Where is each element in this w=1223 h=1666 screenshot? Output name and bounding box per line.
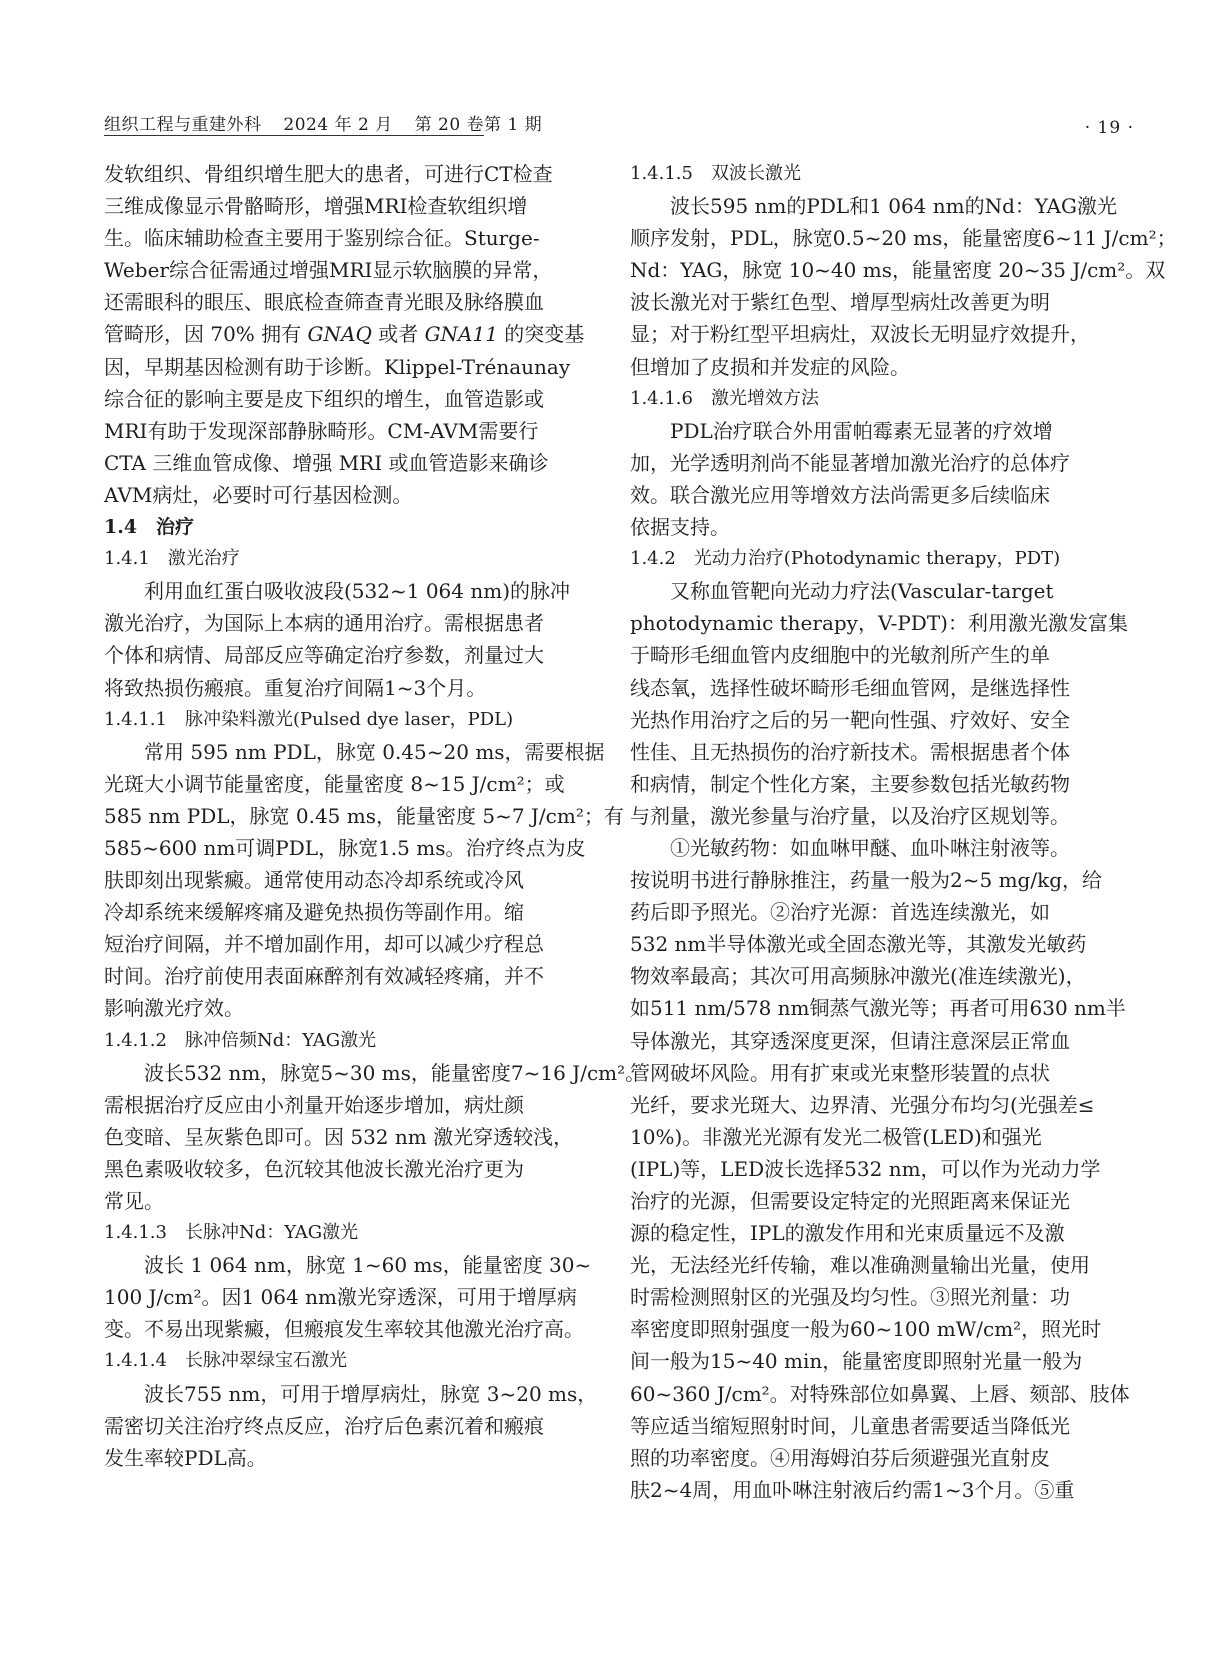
subsection-heading: 1.4.1.5 双波长激光: [630, 163, 801, 184]
text-line: 个体和病情、局部反应等确定治疗参数，剂量过大: [104, 643, 544, 668]
text-line: 因，早期基因检测有助于诊断。Klippel-Trénaunay: [104, 354, 571, 379]
text-line: 黑色素吸收较多，色沉较其他波长激光治疗更为: [104, 1156, 524, 1181]
text-line: MRI有助于发现深部静脉畸形。CM-AVM需要行: [104, 418, 539, 443]
text-line: 冷却系统来缓解疼痛及避免热损伤等副作用。缩: [104, 900, 524, 925]
text-line: 于畸形毛细血管内皮细胞中的光敏剂所产生的单: [630, 643, 1050, 668]
text-line: 激光治疗，为国际上本病的通用治疗。需根据患者: [104, 611, 544, 636]
text-line: 60~360 J/cm²。对特殊部位如鼻翼、上唇、颏部、肢体: [630, 1381, 1130, 1406]
text-span: 管畸形，因 70% 拥有: [104, 322, 308, 347]
text-line: 导体激光，其穿透深度更深，但请注意深层正常血: [630, 1028, 1070, 1053]
text-line: 生。临床辅助检查主要用于鉴别综合征。Sturge-: [104, 226, 540, 251]
running-header: [104, 104, 1134, 138]
text-line: Nd：YAG，脉宽 10~40 ms，能量密度 20~35 J/cm²。双: [630, 258, 1166, 283]
text-line: 发生率较PDL高。: [104, 1445, 267, 1470]
text-line: (IPL)等，LED波长选择532 nm，可以作为光动力学: [630, 1156, 1101, 1181]
text-line: 光热作用治疗之后的另一靶向性强、疗效好、安全: [630, 707, 1070, 732]
right-column: [630, 158, 1177, 1506]
text-line: 时需检测照射区的光强及均匀性。③照光剂量：功: [630, 1285, 1070, 1310]
gene-name: GNAQ: [307, 322, 372, 347]
text-span: 的突变基: [497, 322, 585, 347]
page-number: · 19 ·: [1084, 118, 1134, 138]
text-line: 但增加了皮损和并发症的风险。: [630, 354, 910, 379]
text-line: 肤2~4周，用血卟啉注射液后约需1~3个月。⑤重: [630, 1477, 1075, 1502]
text-line: 需根据治疗反应由小剂量开始逐步增加，病灶颜: [104, 1092, 524, 1117]
text-line: 综合征的影响主要是皮下组织的增生，血管造影或: [104, 386, 544, 411]
text-line: 时间。治疗前使用表面麻醉剂有效减轻疼痛，并不: [104, 964, 544, 989]
text-line: 100 J/cm²。因1 064 nm激光穿透深，可用于增厚病: [104, 1285, 577, 1310]
subsection-heading: 1.4.1.3 长脉冲Nd：YAG激光: [104, 1222, 359, 1244]
text-line-gene: [104, 318, 585, 350]
text-line: 管网破坏风险。用有扩束或光束整形装置的点状: [630, 1060, 1050, 1085]
text-line: 三维成像显示骨骼畸形，增强MRI检查软组织增: [104, 194, 528, 219]
text-line: 按说明书进行静脉推注，药量一般为2~5 mg/kg，给: [630, 868, 1102, 893]
text-line: 源的稳定性，IPL的激发作用和光束质量远不及激: [630, 1221, 1065, 1246]
text-line: 药后即予照光。②治疗光源：首选连续激光，如: [630, 900, 1050, 925]
text-line: 短治疗间隔，并不增加副作用，却可以减少疗程总: [104, 932, 544, 957]
text-line: 532 nm半导体激光或全固态激光等，其激发光敏药: [630, 932, 1087, 957]
text-line: 又称血管靶向光动力疗法(Vascular-target: [670, 579, 1054, 604]
text-line: 波长755 nm，可用于增厚病灶，脉宽 3~20 ms，: [144, 1381, 598, 1406]
text-line: 波长 1 064 nm，脉宽 1~60 ms，能量密度 30~: [144, 1253, 592, 1278]
text-line: 等应适当缩短照射时间，儿童患者需要适当降低光: [630, 1413, 1070, 1438]
text-line: 585 nm PDL，脉宽 0.45 ms，能量密度 5~7 J/cm²；有: [104, 803, 624, 828]
text-line: 影响激光疗效。: [104, 996, 244, 1021]
text-line: 治疗的光源，但需要设定特定的光照距离来保证光: [630, 1189, 1070, 1213]
text-line: Weber综合征需通过增强MRI显示软脑膜的异常，: [104, 258, 553, 283]
text-line: 照的功率密度。④用海姆泊芬后须避强光直射皮: [630, 1445, 1050, 1470]
issue-date: 2024 年 2 月: [283, 115, 393, 135]
left-column: [104, 158, 646, 1474]
text-line: 585~600 nm可调PDL，脉宽1.5 ms。治疗终点为皮: [104, 835, 586, 860]
header-rule: [104, 135, 484, 136]
text-line: 发软组织、骨组织增生肥大的患者，可进行CT检查: [104, 162, 553, 186]
text-line: 如511 nm/578 nm铜蒸气激光等；再者可用630 nm半: [630, 996, 1126, 1021]
text-line: 常用 595 nm PDL，脉宽 0.45~20 ms，需要根据: [144, 739, 605, 764]
text-line: photodynamic therapy，V-PDT)：利用激光激发富集: [630, 611, 1128, 636]
text-line: 10%)。非激光光源有发光二极管(LED)和强光: [630, 1124, 1042, 1149]
text-line: CTA 三维血管成像、增强 MRI 或血管造影来确诊: [104, 450, 549, 475]
gene-name: GNA11: [424, 322, 498, 347]
text-line: 光纤，要求光斑大、边界清、光强分布均匀(光强差≤: [630, 1092, 1095, 1117]
text-line: 线态氧，选择性破坏畸形毛细血管网，是继选择性: [630, 675, 1070, 700]
journal-title: 组织工程与重建外科: [104, 115, 262, 135]
subsection-heading: 1.4.1.2 脉冲倍频Nd：YAG激光: [104, 1029, 377, 1051]
text-line: ①光敏药物：如血啉甲醚、血卟啉注射液等。: [670, 835, 1070, 860]
volume-issue: 第 20 卷第 1 期: [414, 115, 543, 135]
journal-info: [104, 110, 558, 135]
subsection-heading: 1.4.1.1 脉冲染料激光(Pulsed dye laser，PDL): [104, 708, 514, 730]
text-line: 与剂量，激光参量与治疗量，以及治疗区规划等。: [630, 803, 1070, 828]
text-line: 顺序发射，PDL，脉宽0.5~20 ms，能量密度6~11 J/cm²；: [630, 226, 1177, 251]
text-line: 间一般为15~40 min，能量密度即照射光量一般为: [630, 1349, 1083, 1374]
text-line: 常见。: [104, 1189, 164, 1213]
text-line: 色变暗、呈灰紫色即可。因 532 nm 激光穿透较浅，: [104, 1124, 574, 1149]
text-line: AVM病灶，必要时可行基因检测。: [104, 482, 413, 507]
text-line: 将致热损伤瘢痕。重复治疗间隔1~3个月。: [104, 675, 487, 700]
section-heading: 1.4 治疗: [104, 516, 195, 539]
text-line: 光斑大小调节能量密度，能量密度 8~15 J/cm²；或: [104, 771, 565, 796]
text-line: 和病情，制定个性化方案，主要参数包括光敏药物: [630, 771, 1070, 796]
text-line: 效。联合激光应用等增效方法尚需更多后续临床: [630, 482, 1050, 507]
text-line: 显；对于粉红型平坦病灶，双波长无明显疗效提升，: [630, 322, 1090, 347]
text-line: 率密度即照射强度一般为60~100 mW/cm²，照光时: [630, 1317, 1102, 1342]
text-line: 还需眼科的眼压、眼底检查筛查青光眼及脉络膜血: [104, 290, 544, 315]
text-line: 加，光学透明剂尚不能显著增加激光治疗的总体疗: [630, 450, 1070, 475]
text-line: 变。不易出现紫癜，但瘢痕发生率较其他激光治疗高。: [104, 1317, 584, 1342]
text-line: 依据支持。: [630, 515, 730, 540]
subsection-heading: 1.4.1.4 长脉冲翠绿宝石激光: [104, 1350, 347, 1372]
text-line: 性佳、且无热损伤的治疗新技术。需根据患者个体: [630, 739, 1070, 764]
text-line: 物效率最高；其次可用高频脉冲激光(准连续激光)，: [630, 964, 1086, 989]
text-line: 利用血红蛋白吸收波段(532~1 064 nm)的脉冲: [144, 579, 570, 604]
text-line: 肤即刻出现紫癜。通常使用动态冷却系统或冷风: [104, 868, 524, 893]
subsection-heading: 1.4.2 光动力治疗(Photodynamic therapy，PDT): [630, 548, 1061, 570]
text-line: 波长595 nm的PDL和1 064 nm的Nd：YAG激光: [670, 194, 1117, 219]
text-line: 光，无法经光纤传输，难以准确测量输出光量，使用: [630, 1253, 1090, 1278]
text-line: PDL治疗联合外用雷帕霉素无显著的疗效增: [670, 418, 1053, 443]
text-line: 需密切关注治疗终点反应，治疗后色素沉着和瘢痕: [104, 1413, 544, 1438]
subsection-heading: 1.4.1.6 激光增效方法: [630, 387, 819, 409]
text-line: 波长激光对于紫红色型、增厚型病灶改善更为明: [630, 290, 1050, 315]
subsection-heading: 1.4.1 激光治疗: [104, 548, 240, 570]
text-line: 波长532 nm，脉宽5~30 ms，能量密度7~16 J/cm²。: [144, 1060, 646, 1085]
text-span: 或者: [371, 322, 425, 347]
